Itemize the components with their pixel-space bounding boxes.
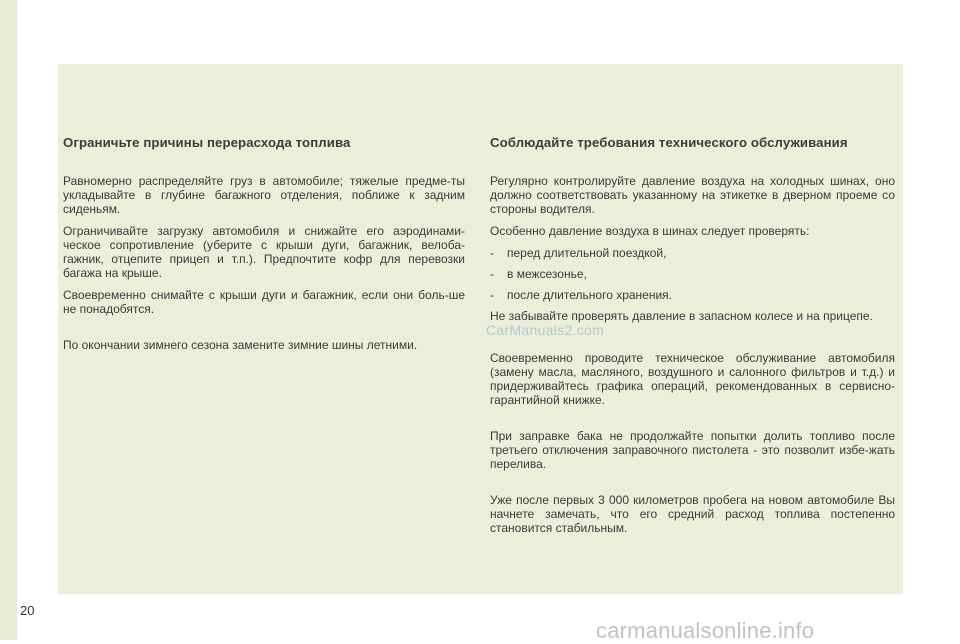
right-paragraph: Уже после первых 3 000 километров пробега на новом автомобиле Вы начнете замечать, что его средний расход топлива постепенно становится стабильным. — [490, 493, 895, 535]
right-paragraph: При заправке бака не продолжайте попытки долить топливо после третьего отключения заправочного пистолета - это позволит избе-жать перелива. — [490, 429, 895, 471]
spacer — [490, 479, 895, 493]
left-heading: Ограничьте причины перерасхода топлива — [63, 135, 351, 150]
right-heading: Соблюдайте требования технического обслуживания — [490, 135, 848, 150]
left-column — [63, 135, 465, 360]
dash-bullet: - — [490, 246, 494, 260]
list-item — [490, 267, 895, 281]
right-lead: Особенно давление воздуха в шинах следует проверять: — [490, 224, 810, 238]
left-paragraph: Своевременно снимайте с крыши дуги и багажник, если они боль-ше не понадобятся. — [63, 288, 465, 316]
dash-bullet: - — [490, 267, 494, 281]
list-item-text: в межсезонье, — [507, 267, 587, 281]
left-paragraph: Равномерно распределяйте груз в автомобиле; тяжелые предме-ты укладывайте в глубине багажного отделения, поближе к задним сиденьям. — [63, 174, 465, 216]
right-note: Не забывайте проверять давление в запасном колесе и на прицепе. — [490, 309, 873, 323]
right-paragraph: Своевременно проводите техническое обслуживание автомобиля (замену масла, масляного, воздушного и салонного фильтров и т.д.) и придерживайтесь графика операций, рекомендованных в сервисно-гарантийной книжке. — [490, 351, 895, 407]
spacer — [63, 324, 465, 338]
list-item — [490, 246, 895, 260]
list-item-text: перед длительной поездкой, — [507, 246, 667, 260]
dash-bullet: - — [490, 288, 494, 302]
watermark-carmanualsonline: carmanualsonline.info — [596, 618, 815, 643]
left-margin-strip — [0, 0, 17, 640]
page-number: 20 — [20, 603, 35, 618]
left-paragraph: Ограничивайте загрузку автомобиля и снижайте его аэродинами-ческое сопротивление (уберите с крыши дуги, багажник, велоба-гажник, отцепите прицеп и т.п.). Предпочтите кофр для перевозки багажа на крыше. — [63, 224, 465, 280]
list-item-text: после длительного хранения. — [507, 288, 673, 302]
left-paragraph: По окончании зимнего сезона замените зимние шины летними. — [63, 338, 418, 352]
watermark-carmanuals2: CarManuals2.com — [486, 322, 605, 338]
right-intro: Регулярно контролируйте давление воздуха на холодных шинах, оно должно соответствовать указанному на этикетке в дверном проеме со стороны водителя. — [490, 174, 895, 216]
list-item — [490, 288, 895, 302]
spacer — [490, 415, 895, 429]
right-column — [490, 135, 895, 543]
